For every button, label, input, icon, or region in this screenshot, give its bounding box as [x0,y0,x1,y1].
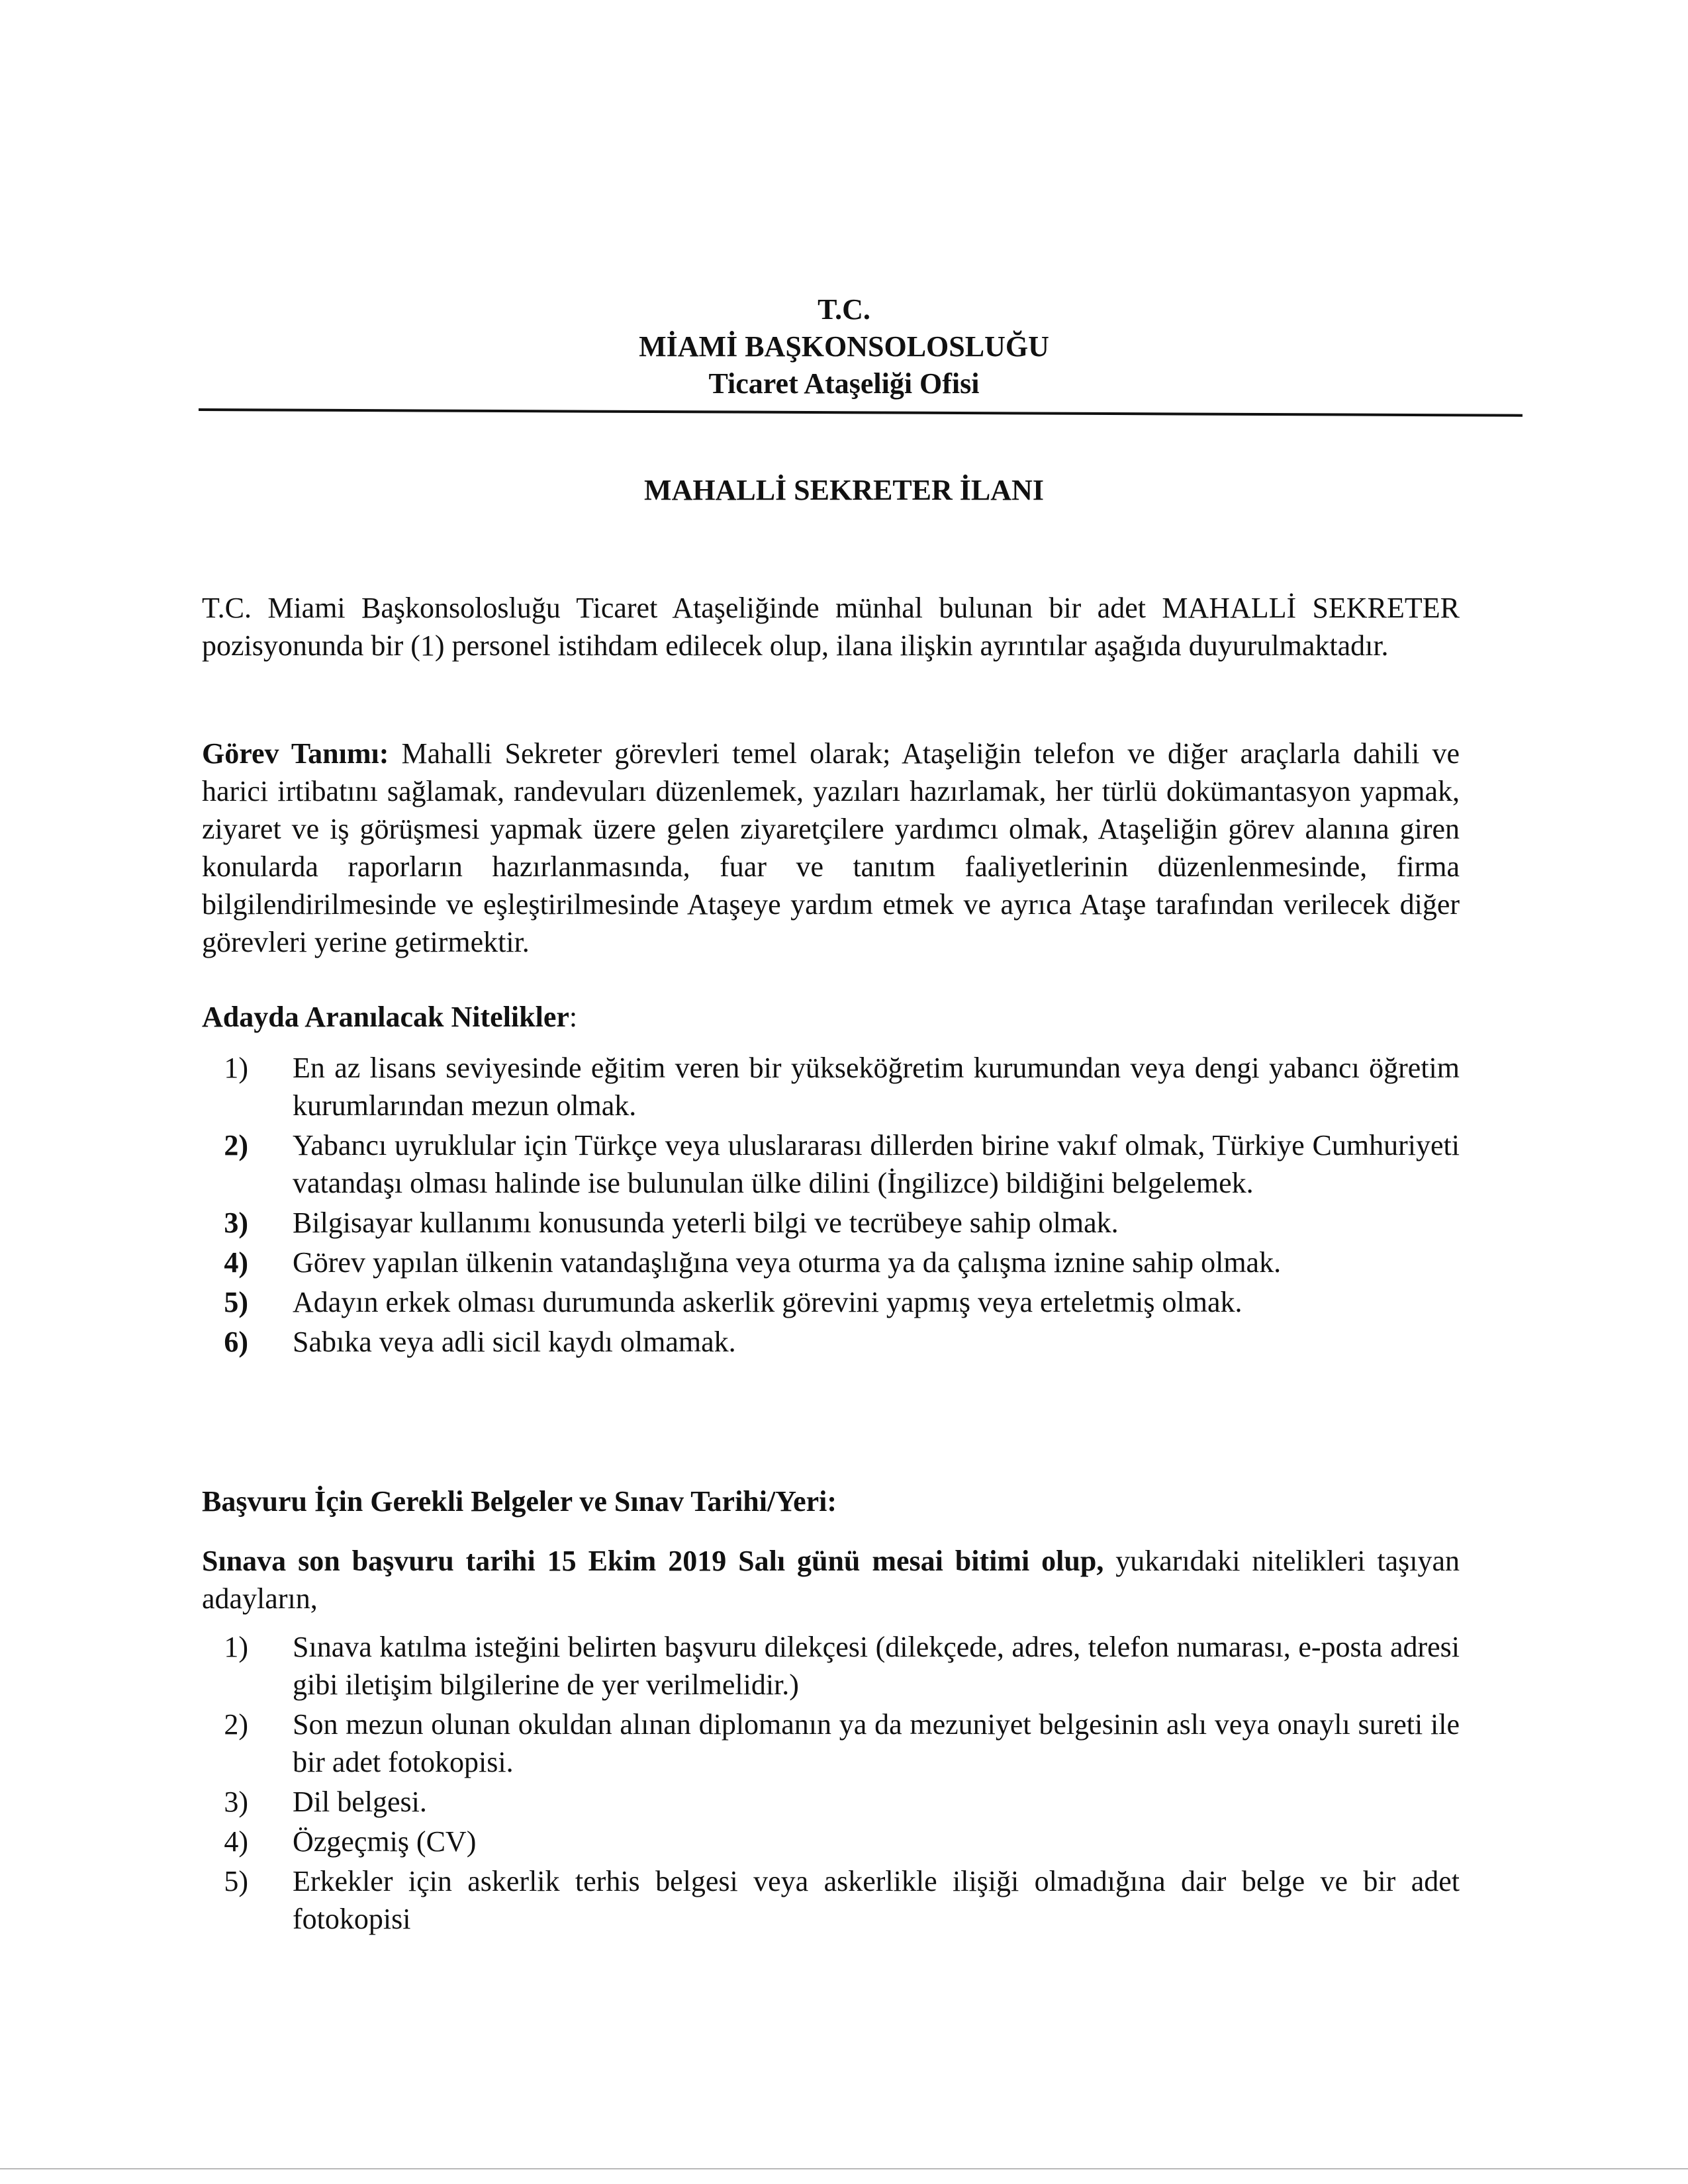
qualifications-heading-colon: : [569,1001,578,1033]
document-item [202,1706,1460,1781]
document-item [202,1628,1460,1704]
document-item [202,1862,1460,1938]
item-text: Dil belgesi. [293,1786,427,1818]
item-text: Adayın erkek olması durumunda askerlik görevini yapmış veya erteletmiş olmak. [293,1286,1243,1318]
item-text: Sabıka veya adli sicil kaydı olmamak. [293,1326,736,1358]
document-item [202,1823,1460,1860]
deadline-section [202,1542,1460,1617]
letterhead-divider [199,408,1523,417]
item-text: En az lisans seviyesinde eğitim veren bir yükseköğretim kurumundan veya dengi yabancı öğretim kurumlarından mezun olmak. [293,1052,1460,1122]
application-heading-text: Başvuru İçin Gerekli Belgeler ve Sınav Tarihi/Yeri: [202,1485,837,1518]
qualification-item [202,1283,1460,1321]
qualifications-section [202,1049,1460,1363]
duty-text: Mahalli Sekreter görevleri temel olarak; Ataşeliğin telefon ve diğer araçlarla dahili ve harici irtibatını sağlamak, randevuları düzenlemek, yazıları hazırlamak, her türlü dokümantasyon yapmak, ziyaret ve iş görüşmesi yapmak üzere gelen ziyaretçilere yardımcı olmak, Ataşeliğin görev alanına giren konularda raporların hazırlanmasında, fuar ve tanıtım faaliyetlerinin düzenlenmesinde, firma bilgilendirilmesinde ve eşleştirilmesinde Ataşeye yardım etmek ve ayrıca Ataşe tarafından verilecek diğer görevleri yerine getirmektir. [202,737,1460,958]
qualifications-heading [202,998,1460,1036]
letterhead-consulate: MİAMİ BAŞKONSOLOSLUĞU [639,330,1049,363]
qualifications-heading-text: Adayda Aranılacak Nitelikler [202,1001,569,1033]
documents-section [202,1628,1460,1940]
item-number: 4) [224,1246,248,1279]
intro-paragraph: T.C. Miami Başkonsolosluğu Ticaret Ataşeliğinde münhal bulunan bir adet MAHALLİ SEKRETER pozisyonunda bir (1) personel istihdam edilecek olup, ilana ilişkin ayrıntılar aşağıda duyurulmaktadır. [202,592,1460,662]
documents-list [202,1628,1460,1938]
scan-edge-line [0,2168,1688,2169]
duty-paragraph [202,735,1460,961]
item-text: Yabancı uyruklular için Türkçe veya uluslararası dillerden birine vakıf olmak, Türkiye Cumhuriyeti vatandaşı olması halinde ise bulunulan ülke dilini (İngilizce) bildiğini belgelemek. [293,1129,1460,1199]
letterhead [0,291,1688,402]
item-number: 2) [224,1129,248,1161]
item-number: 1) [224,1052,248,1084]
item-text: Bilgisayar kullanımı konusunda yeterli bilgi ve tecrübeye sahip olmak. [293,1206,1119,1239]
item-text: Özgeçmiş (CV) [293,1825,477,1858]
item-number: 5) [224,1865,248,1897]
letterhead-country: T.C. [818,293,870,326]
item-number: 1) [224,1631,248,1663]
deadline-bold: Sınava son başvuru tarihi 15 Ekim 2019 Salı günü mesai bitimi olup, [202,1545,1104,1577]
deadline-paragraph [202,1542,1460,1617]
document-item [202,1783,1460,1821]
item-text: Erkekler için askerlik terhis belgesi veya askerlikle ilişiği olmadığına dair belge ve bir adet fotokopisi [293,1865,1460,1935]
qualification-item [202,1126,1460,1202]
document-title: MAHALLİ SEKRETER İLANI [644,474,1044,506]
application-heading [202,1482,1460,1520]
duty-section [202,735,1460,961]
qualification-item [202,1204,1460,1242]
qualification-item [202,1323,1460,1361]
qualification-item [202,1049,1460,1124]
item-number: 3) [224,1206,248,1239]
item-text: Son mezun olunan okuldan alınan diplomanın ya da mezuniyet belgesinin aslı veya onaylı sureti ile bir adet fotokopisi. [293,1708,1460,1778]
item-text: Görev yapılan ülkenin vatandaşlığına veya oturma ya da çalışma iznine sahip olmak. [293,1246,1282,1279]
item-number: 3) [224,1786,248,1818]
deadline-rest: yukarıdaki nitelikleri taşıyan adayların, [202,1545,1460,1615]
qualifications-list [202,1049,1460,1361]
item-number: 2) [224,1708,248,1741]
item-number: 6) [224,1326,248,1358]
duty-label: Görev Tanımı: [202,737,389,770]
item-number: 4) [224,1825,248,1858]
letterhead-office: Ticaret Ataşeliği Ofisi [708,367,980,400]
item-text: Sınava katılma isteğini belirten başvuru dilekçesi (dilekçede, adres, telefon numarası, e-posta adresi gibi iletişim bilgilerine de yer verilmelidir.) [293,1631,1460,1701]
item-number: 5) [224,1286,248,1318]
intro-section [202,589,1460,664]
qualification-item [202,1244,1460,1281]
